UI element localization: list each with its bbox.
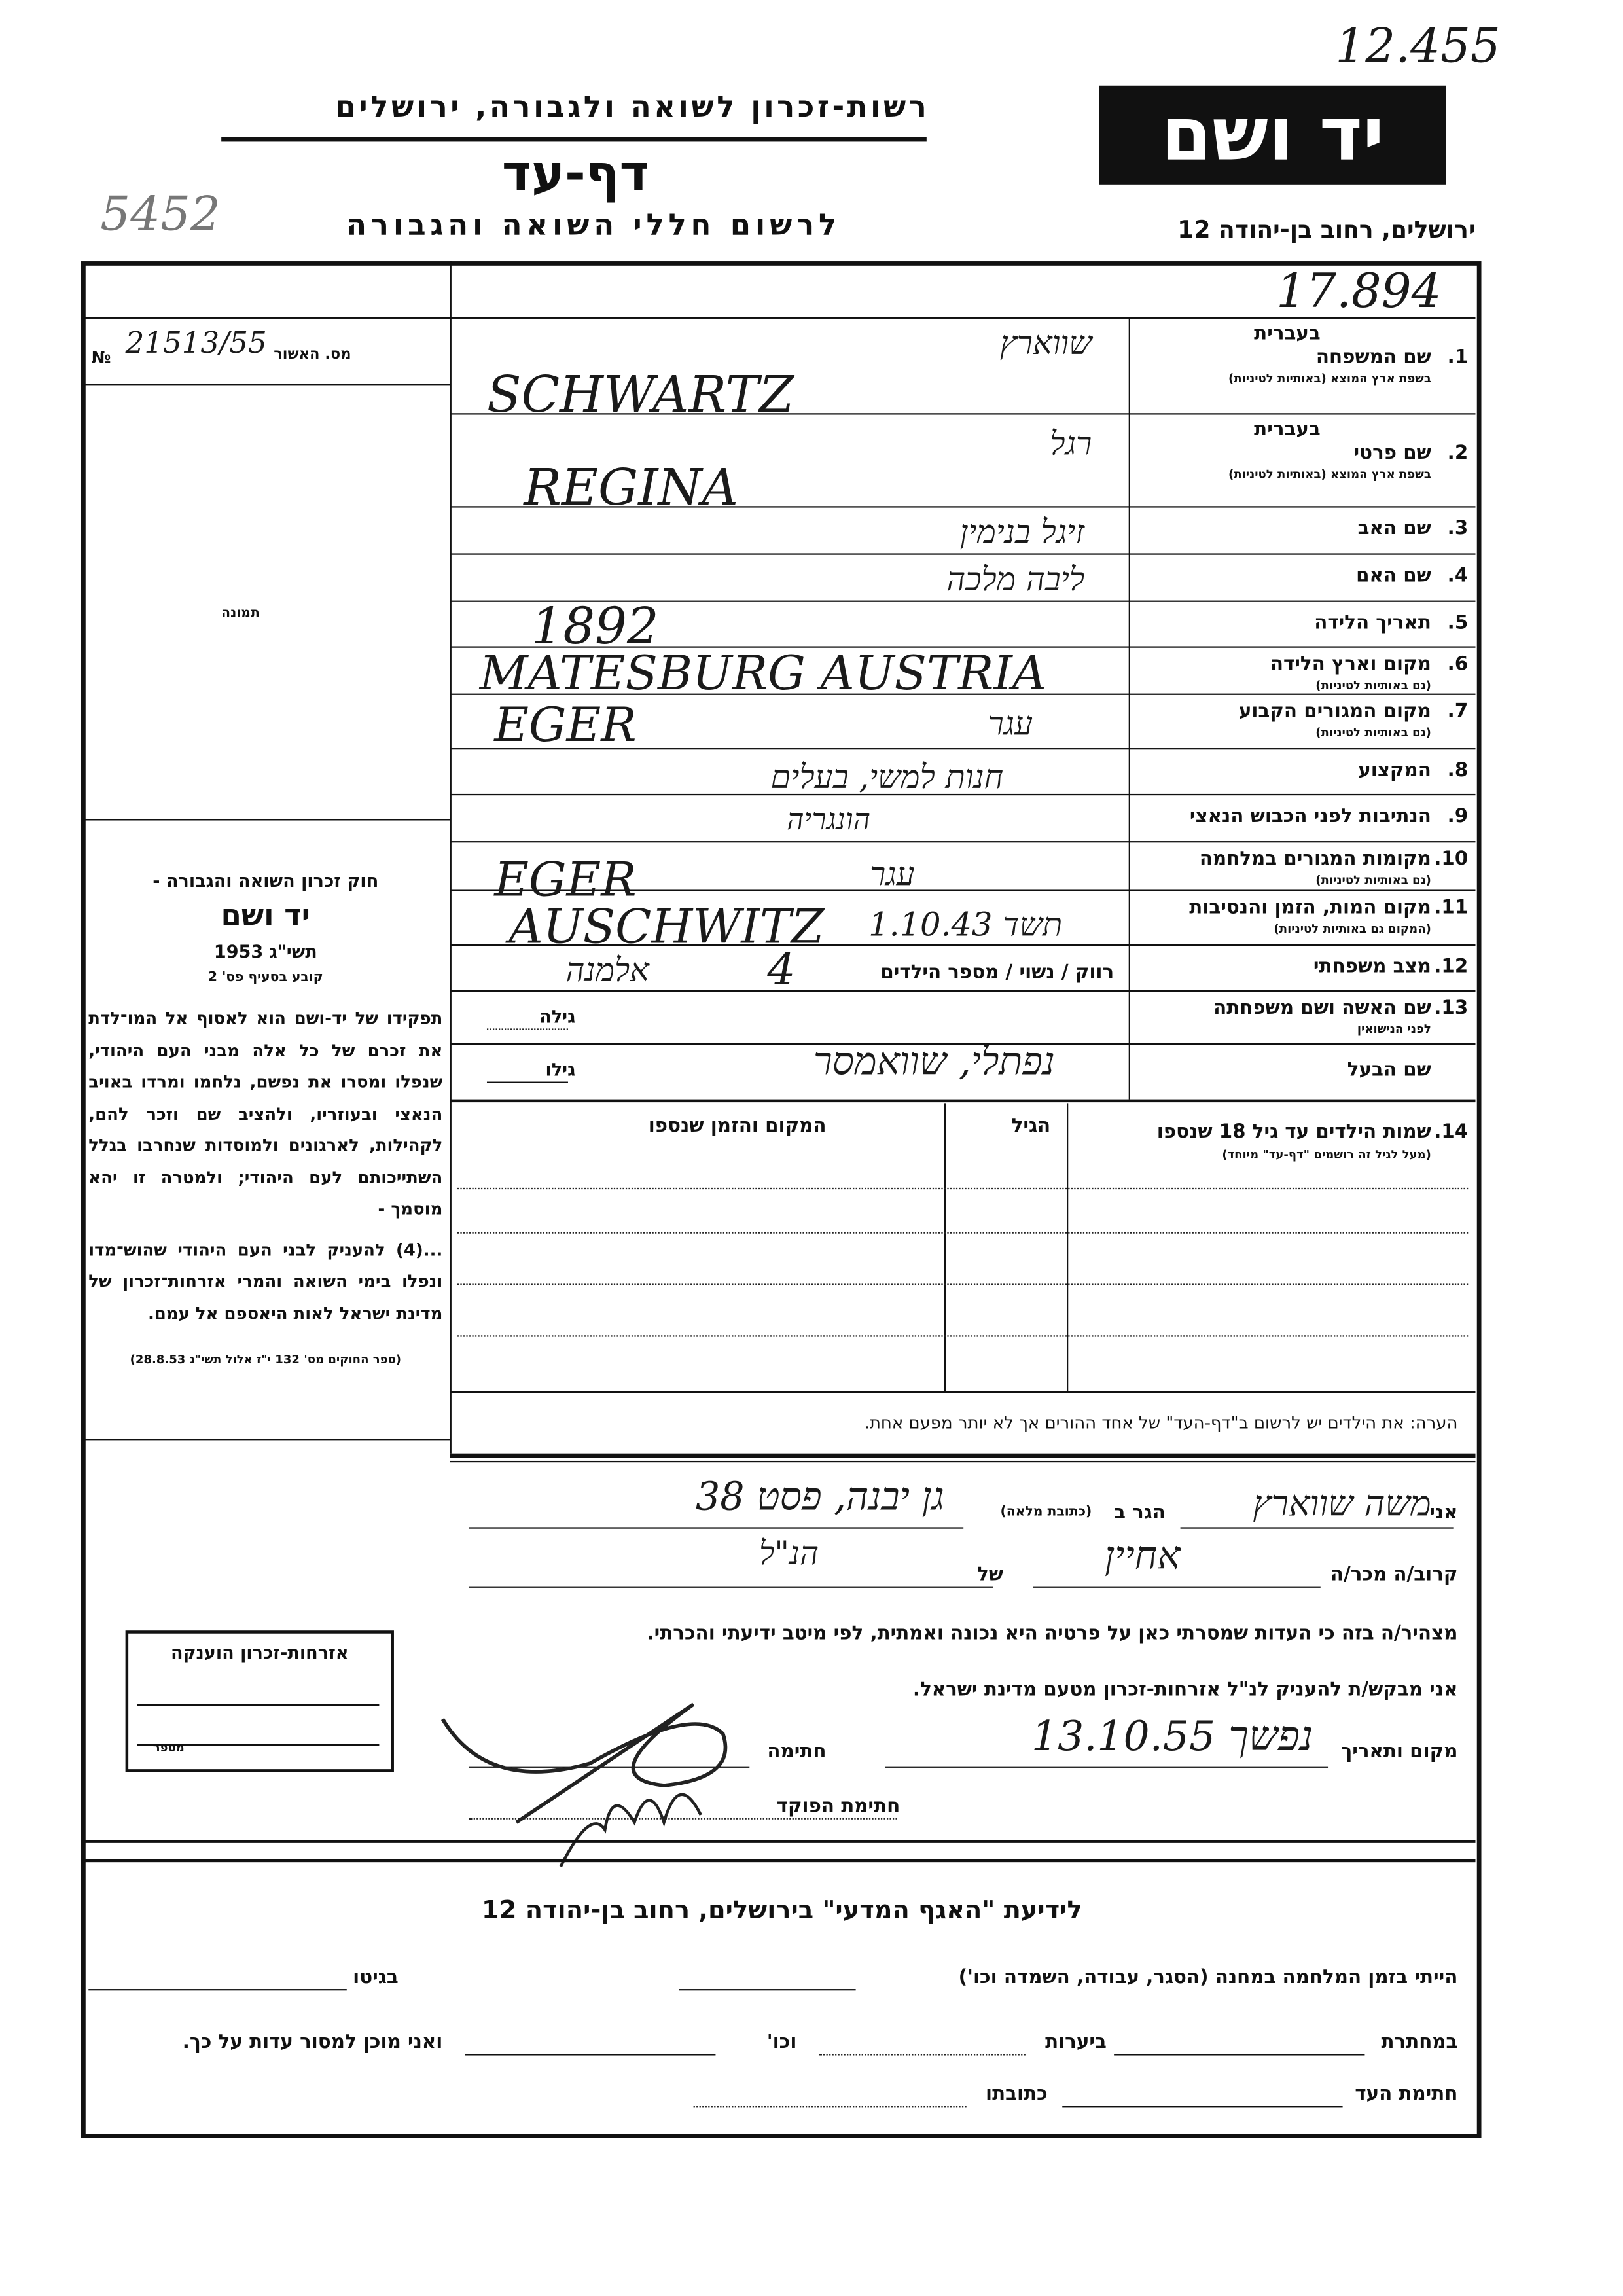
- field-8-value: חנות למשי, בעלים: [770, 760, 1004, 797]
- field-num: 12.: [1434, 955, 1469, 978]
- field-num: 9.: [1447, 805, 1469, 828]
- field-num: 3.: [1447, 518, 1469, 541]
- row-divider: [450, 841, 1476, 842]
- witness-signature-label: חתימת העד: [1355, 2083, 1458, 2106]
- husband-age-label: גילו: [545, 1059, 576, 1081]
- citizenship-number-label: מספר: [152, 1741, 185, 1755]
- law-text: תפקידו של יד-ושם הוא לאסוף אל המו־לדת את זכרם של כל אלה מבני העם היהודי, שנפלו ומסרו את נפשם, נלחמו ומרדו באויב הנאצי ובעוזריו, ולהציב שם וזכר להם, לקהילות, לארגונים ולמוסדות שנחרבו בגלל השתייכותם לעם היהודי; ולמטרה זו יהא מוסמך -: [88, 1007, 443, 1219]
- ghetto-label: בגיטו: [353, 1967, 399, 1990]
- field-num: 6.: [1447, 653, 1469, 676]
- witness-name: משה שווארץ: [1253, 1482, 1431, 1524]
- etc-label: וכו': [766, 2032, 797, 2054]
- field-10-value: EGER: [494, 851, 637, 908]
- ready-text: ואני מוכן למסור עדות על כך.: [182, 2032, 443, 2054]
- col-place: המקום והזמן שנספו: [648, 1115, 827, 1138]
- of-label: של: [977, 1564, 1004, 1587]
- citizenship-box: [126, 1630, 394, 1772]
- field-2-sublabel: בשפת ארץ המוצא (באותיות לטיניות): [1228, 467, 1431, 481]
- field-num: 11.: [1434, 897, 1469, 920]
- logo: יד ושם: [1099, 86, 1446, 185]
- row-divider: [450, 990, 1476, 992]
- field-num: 14.: [1434, 1121, 1469, 1144]
- request: אני מבקש/ת להעניק לנ"ל אזרחות-זכרון מטעם מדינת ישראל.: [912, 1679, 1458, 1702]
- place-date-label: מקום ותאריך: [1341, 1741, 1458, 1764]
- field-12-label: מצב משפחתי: [1313, 955, 1431, 978]
- approval-sign: №: [91, 348, 111, 368]
- divider: [1129, 317, 1130, 1100]
- field-10-label: מקומות המגורים במלחמה: [1199, 848, 1431, 871]
- camp-label: הייתי בזמן המלחמה במחנה (הסגר, עבודה, השמדה וכו'): [958, 1967, 1458, 1990]
- field-num: 5.: [1447, 611, 1469, 634]
- law-name: יד ושם: [221, 897, 311, 933]
- field-1-sublabel: בשפת ארץ המוצא (באותיות לטיניות): [1228, 372, 1431, 386]
- relation-label: קרוב/ה מכר/ה: [1330, 1564, 1458, 1587]
- field-4-label: שם האם: [1356, 565, 1431, 588]
- law-text-2: ...(4) להעניק לבני העם היהודי שהוש־מדו ונפלו בימי השואה והמרי אזרחות־זכרון של מדינת ישראל לאות היאספם אל עמם.: [88, 1238, 443, 1323]
- field-6-label: מקום וארץ הלידה: [1270, 653, 1431, 676]
- hebrew-tag: בעברית: [1254, 323, 1321, 346]
- underground-label: במחתרת: [1381, 2032, 1458, 2054]
- marital-inline-label: רווק / נשוי / מספר הילדים: [880, 961, 1115, 984]
- field-12-value: אלמנה: [565, 953, 649, 990]
- field-5-value: 1892: [531, 598, 659, 657]
- divider: [221, 137, 927, 142]
- field-7-hebrew: עגר: [988, 706, 1033, 744]
- photo-label: תמונה: [221, 606, 260, 622]
- children-sub: (מעל לגיל זה רושמים "דף-עד" מיוחד): [1222, 1148, 1431, 1162]
- field-14-label: שם הבעל: [1347, 1059, 1431, 1082]
- lives-label: הגר ב: [1114, 1502, 1166, 1524]
- field-10-hebrew: עגר: [869, 857, 915, 895]
- file-number: 5452: [100, 186, 221, 242]
- witness-address: גן יבנה, פסט 38: [695, 1475, 944, 1520]
- field-9-label: הנתיבות לפני הכבוש הנאצי: [1189, 805, 1431, 828]
- field-2-hebrew: רגל: [1050, 426, 1092, 463]
- citizenship-title: אזרחות-זכרון הוענקה: [171, 1642, 349, 1663]
- field-13-sublabel: לפני הנישואין: [1357, 1022, 1431, 1036]
- of-value: הנ"ל: [759, 1535, 819, 1573]
- field-11-value: AUSCHWITZ: [508, 898, 825, 955]
- field-1-hebrew: שווארץ: [999, 326, 1092, 363]
- officer-signature: [546, 1763, 738, 1881]
- law-block: [88, 870, 442, 1367]
- field-4-value: ליבה מלכה: [946, 562, 1085, 600]
- divider: [450, 261, 452, 1454]
- field-9-value: הונגריה: [787, 801, 871, 837]
- law-year: תשי"ג 1953: [213, 941, 317, 962]
- field-num: 8.: [1447, 759, 1469, 781]
- law-reference: (ספר החוקים מס' 132 י"ז אלול תשי"ג 28.8.53): [130, 1353, 401, 1367]
- witness-i: אני: [1429, 1502, 1458, 1524]
- field-6-value: MATESBURG AUSTRIA: [479, 645, 1047, 701]
- children-count: 4: [767, 944, 796, 996]
- field-num: 2.: [1447, 442, 1469, 465]
- law-clause: קובע בסעיף פס' 2: [207, 971, 323, 986]
- note: הערה: את הילדים יש לרשום ב"דף-העד" של אחד ההורים אך לא יותר מפעם אחת.: [864, 1412, 1458, 1433]
- org-name: רשות-זכרון לשואה ולגבורה, ירושלים: [335, 88, 930, 124]
- witness-address-label: כתובתו: [986, 2083, 1048, 2106]
- hebrew-tag: בעברית: [1254, 419, 1321, 442]
- declaration: מצהיר/ה בזה כי העדות שמסרתי כאן על פרטיה היא נכונה ואמתית, לפי מיטב ידיעתי והכרתי.: [647, 1623, 1458, 1645]
- children-row: [457, 1188, 1468, 1189]
- children-row: [457, 1232, 1468, 1234]
- children-row: [457, 1283, 1468, 1285]
- approval-number: 21513/55: [125, 324, 267, 361]
- field-11-sublabel: (המקום גם באותיות לטיניות): [1274, 922, 1431, 936]
- children-row: [457, 1335, 1468, 1336]
- field-6-sublabel: (גם באותיות לטיניות): [1315, 679, 1431, 692]
- row-divider: [450, 553, 1476, 554]
- field-8-label: המקצוע: [1358, 759, 1431, 781]
- field-7-label: מקום המגורים הקבוע: [1238, 700, 1431, 723]
- lives-sub: (כתובת מלאה): [1000, 1505, 1092, 1520]
- subtitle: לרשום חללי השואה והגבורה: [346, 206, 842, 242]
- officer-signature-label: חתימת הפוקד: [776, 1795, 901, 1818]
- address: ירושלים, רחוב בן-יהודה 12: [1177, 215, 1476, 243]
- page-title: דף-עד: [501, 144, 649, 204]
- wife-age-label: גילה: [539, 1006, 576, 1028]
- field-3-label: שם האב: [1357, 518, 1431, 541]
- field-11-hebrew: תשד 1.10.43: [868, 907, 1063, 944]
- stamp-number: 12.455: [1335, 18, 1501, 74]
- law-title: חוק זכרון השואה והגבורה -: [152, 870, 379, 891]
- field-5-label: תאריך הלידה: [1314, 611, 1431, 634]
- field-2-label: שם פרטי: [1353, 442, 1431, 465]
- field-num: 13.: [1434, 997, 1469, 1020]
- field-num: 7.: [1447, 700, 1469, 723]
- place-date-value: נפשך 13.10.55: [1031, 1712, 1313, 1761]
- relation-value: אחיין: [1105, 1534, 1181, 1579]
- field-7-sublabel: (גם באותיות לטיניות): [1315, 726, 1431, 740]
- col-age: הגיל: [1011, 1115, 1051, 1138]
- record-number: 17.894: [1276, 262, 1442, 319]
- field-1-value: SCHWARTZ: [486, 366, 794, 425]
- field-3-value: זיגל בנימין: [959, 514, 1085, 552]
- field-num: 10.: [1434, 848, 1469, 871]
- field-13-label: שם האשה ושם משפחתה: [1213, 997, 1431, 1020]
- bottom-title: לידיעת "האגף המדעי" בירושלים, רחוב בן-יהודה 12: [482, 1896, 1082, 1926]
- field-2-value: REGINA: [524, 459, 738, 518]
- field-7-value: EGER: [494, 696, 637, 753]
- approval-label: מס. האשור: [274, 346, 351, 363]
- field-num: 4.: [1447, 565, 1469, 588]
- forests-label: ביערות: [1045, 2032, 1107, 2054]
- signature-label: חתימה: [767, 1741, 827, 1764]
- field-num: 1.: [1447, 346, 1469, 369]
- field-11-label: מקום המות, הזמן והנסיבות: [1189, 897, 1431, 920]
- field-10-sublabel: (גם באותיות לטיניות): [1315, 873, 1431, 887]
- children-label: שמות הילדים עד גיל 18 שנספו: [1156, 1121, 1431, 1144]
- field-1-label: שם המשפחה: [1315, 346, 1431, 369]
- husband-name-value: נפתלי, שוואמסר: [813, 1040, 1055, 1085]
